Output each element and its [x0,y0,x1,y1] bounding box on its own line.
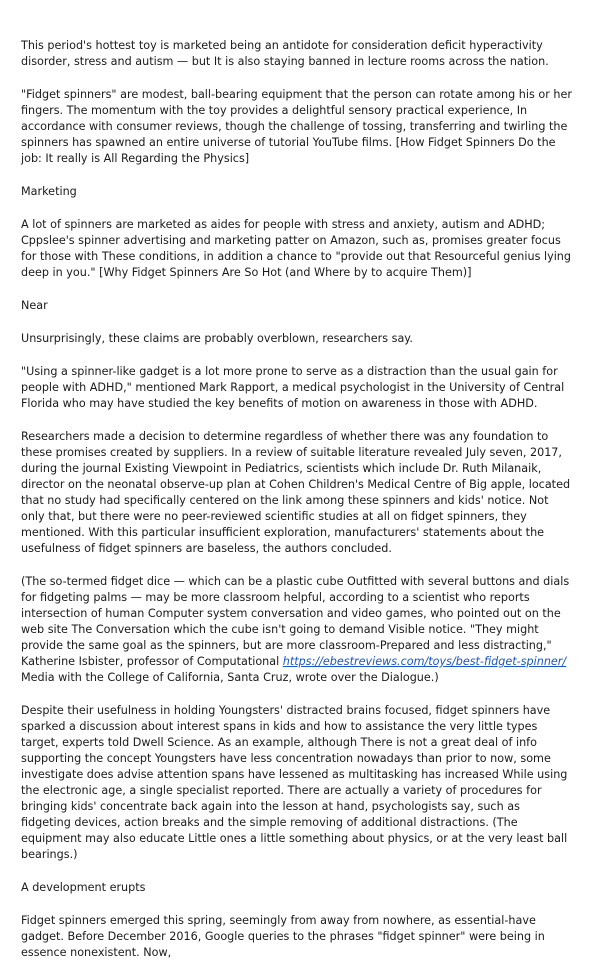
section-heading-marketing: Marketing [21,185,77,198]
paragraph-emergence: Fidget spinners emerged this spring, seemingly from away from nowhere, as essential-have gadget. Before December 2016, Google queries to the phrases "fidget spinner" were being in essence nonexistent. Now, [21,914,545,959]
fidget-dice-text-before: (The so-termed fidget dice — which can be a plastic cube Outfitted with several buttons and dials for fidgeting palms — may be more classroom helpful, according to a scientist who reports intersection of human Computer system conversation and video games, who pointed out on the web site The Conversation which the cube isn't going to demand Visible notice. "They might provide the same goal as the spinners, but are more classroom-Prepared and less distracting," Katherine Isbister, professor of Computational [21,575,570,668]
paragraph-marketing: A lot of spinners are marketed as aides for people with stress and anxiety, autism and ADHD; Cppslee's spinner advertising and marketing patter on Amazon, such as, promises greater focus for those with These conditions, in addition a chance to "provide out that Resourceful genius lying deep in you." [Why Fidget Spinners Are So Hot (and Where by to acquire Them)] [21,218,571,279]
paragraph-fidget-dice [21,574,572,686]
paragraph-fidget-spinners: "Fidget spinners" are modest, ball-bearing equipment that the person can rotate among his or her fingers. The momentum with the toy provides a delightful sensory practical experience, In accordance with consumer reviews, though the challenge of tossing, transferring and twirling the spinners has spawned an entire universe of tutorial YouTube films. [How Fidget Spinners Do the job: It really is All Regarding the Physics] [21,88,572,165]
paragraph-attention-spans: Despite their usefulness in holding Youngsters' distracted brains focused, fidget spinners have sparked a discussion about interest spans in kids and how to assistance the very little types target, experts told Dwell Science. As an example, although There is not a great deal of info supporting the concept Youngsters have less concentration nowadays than prior to now, some investigate does advise attention spans have lessened as multitasking has increased While using the electronic age, a single specialist reported. There are actually a variety of procedures for bringing kids' concentrate back again into the lesson at hand, psychologists say, such as fidgeting devices, action breaks and the simple removing of additional distractions. (The equipment may also educate Little ones a little something about physics, or at the very least ball bearings.) [21,704,568,861]
paragraph-rapport-quote: "Using a spinner-like gadget is a lot more prone to serve as a distraction than the usual gain for people with ADHD," mentioned Mark Rapport, a medical psychologist in the University of Central Florida who may have studied the key benefits of motion on awareness in those with ADHD. [21,365,565,410]
fidget-dice-text-after: Media with the College of California, Santa Cruz, wrote over the Dialogue.) [21,671,439,684]
best-fidget-spinner-link[interactable]: https://ebestreviews.com/toys/best-fidget-spinner/ [282,655,567,668]
paragraph-claims: Unsurprisingly, these claims are probably overblown, researchers say. [21,332,413,345]
section-heading-development: A development erupts [21,881,146,894]
paragraph-intro: This period's hottest toy is marketed being an antidote for consideration deficit hyperactivity disorder, stress and autism — but It is also staying banned in lecture rooms across the nation. [21,39,549,68]
paragraph-research: Researchers made a decision to determine regardless of whether there was any foundation to these promises created by suppliers. In a review of suitable literature revealed July seven, 2017, during the journal Existing Viewpoint in Pediatrics, scientists which include Dr. Ruth Milanaik, director on the neonatal observe-up plan at Cohen Children's Medical Centre of Big apple, located that no study had specifically centered on the link among these spinners and kids' notice. Not only that, but there were no peer-reviewed scientific studies at all on fidget spinners, they mentioned. With this particular insufficient exploration, manufacturers' statements about the usefulness of fidget spinners are baseless, the authors concluded. [21,430,571,555]
section-heading-near: Near [21,299,48,312]
